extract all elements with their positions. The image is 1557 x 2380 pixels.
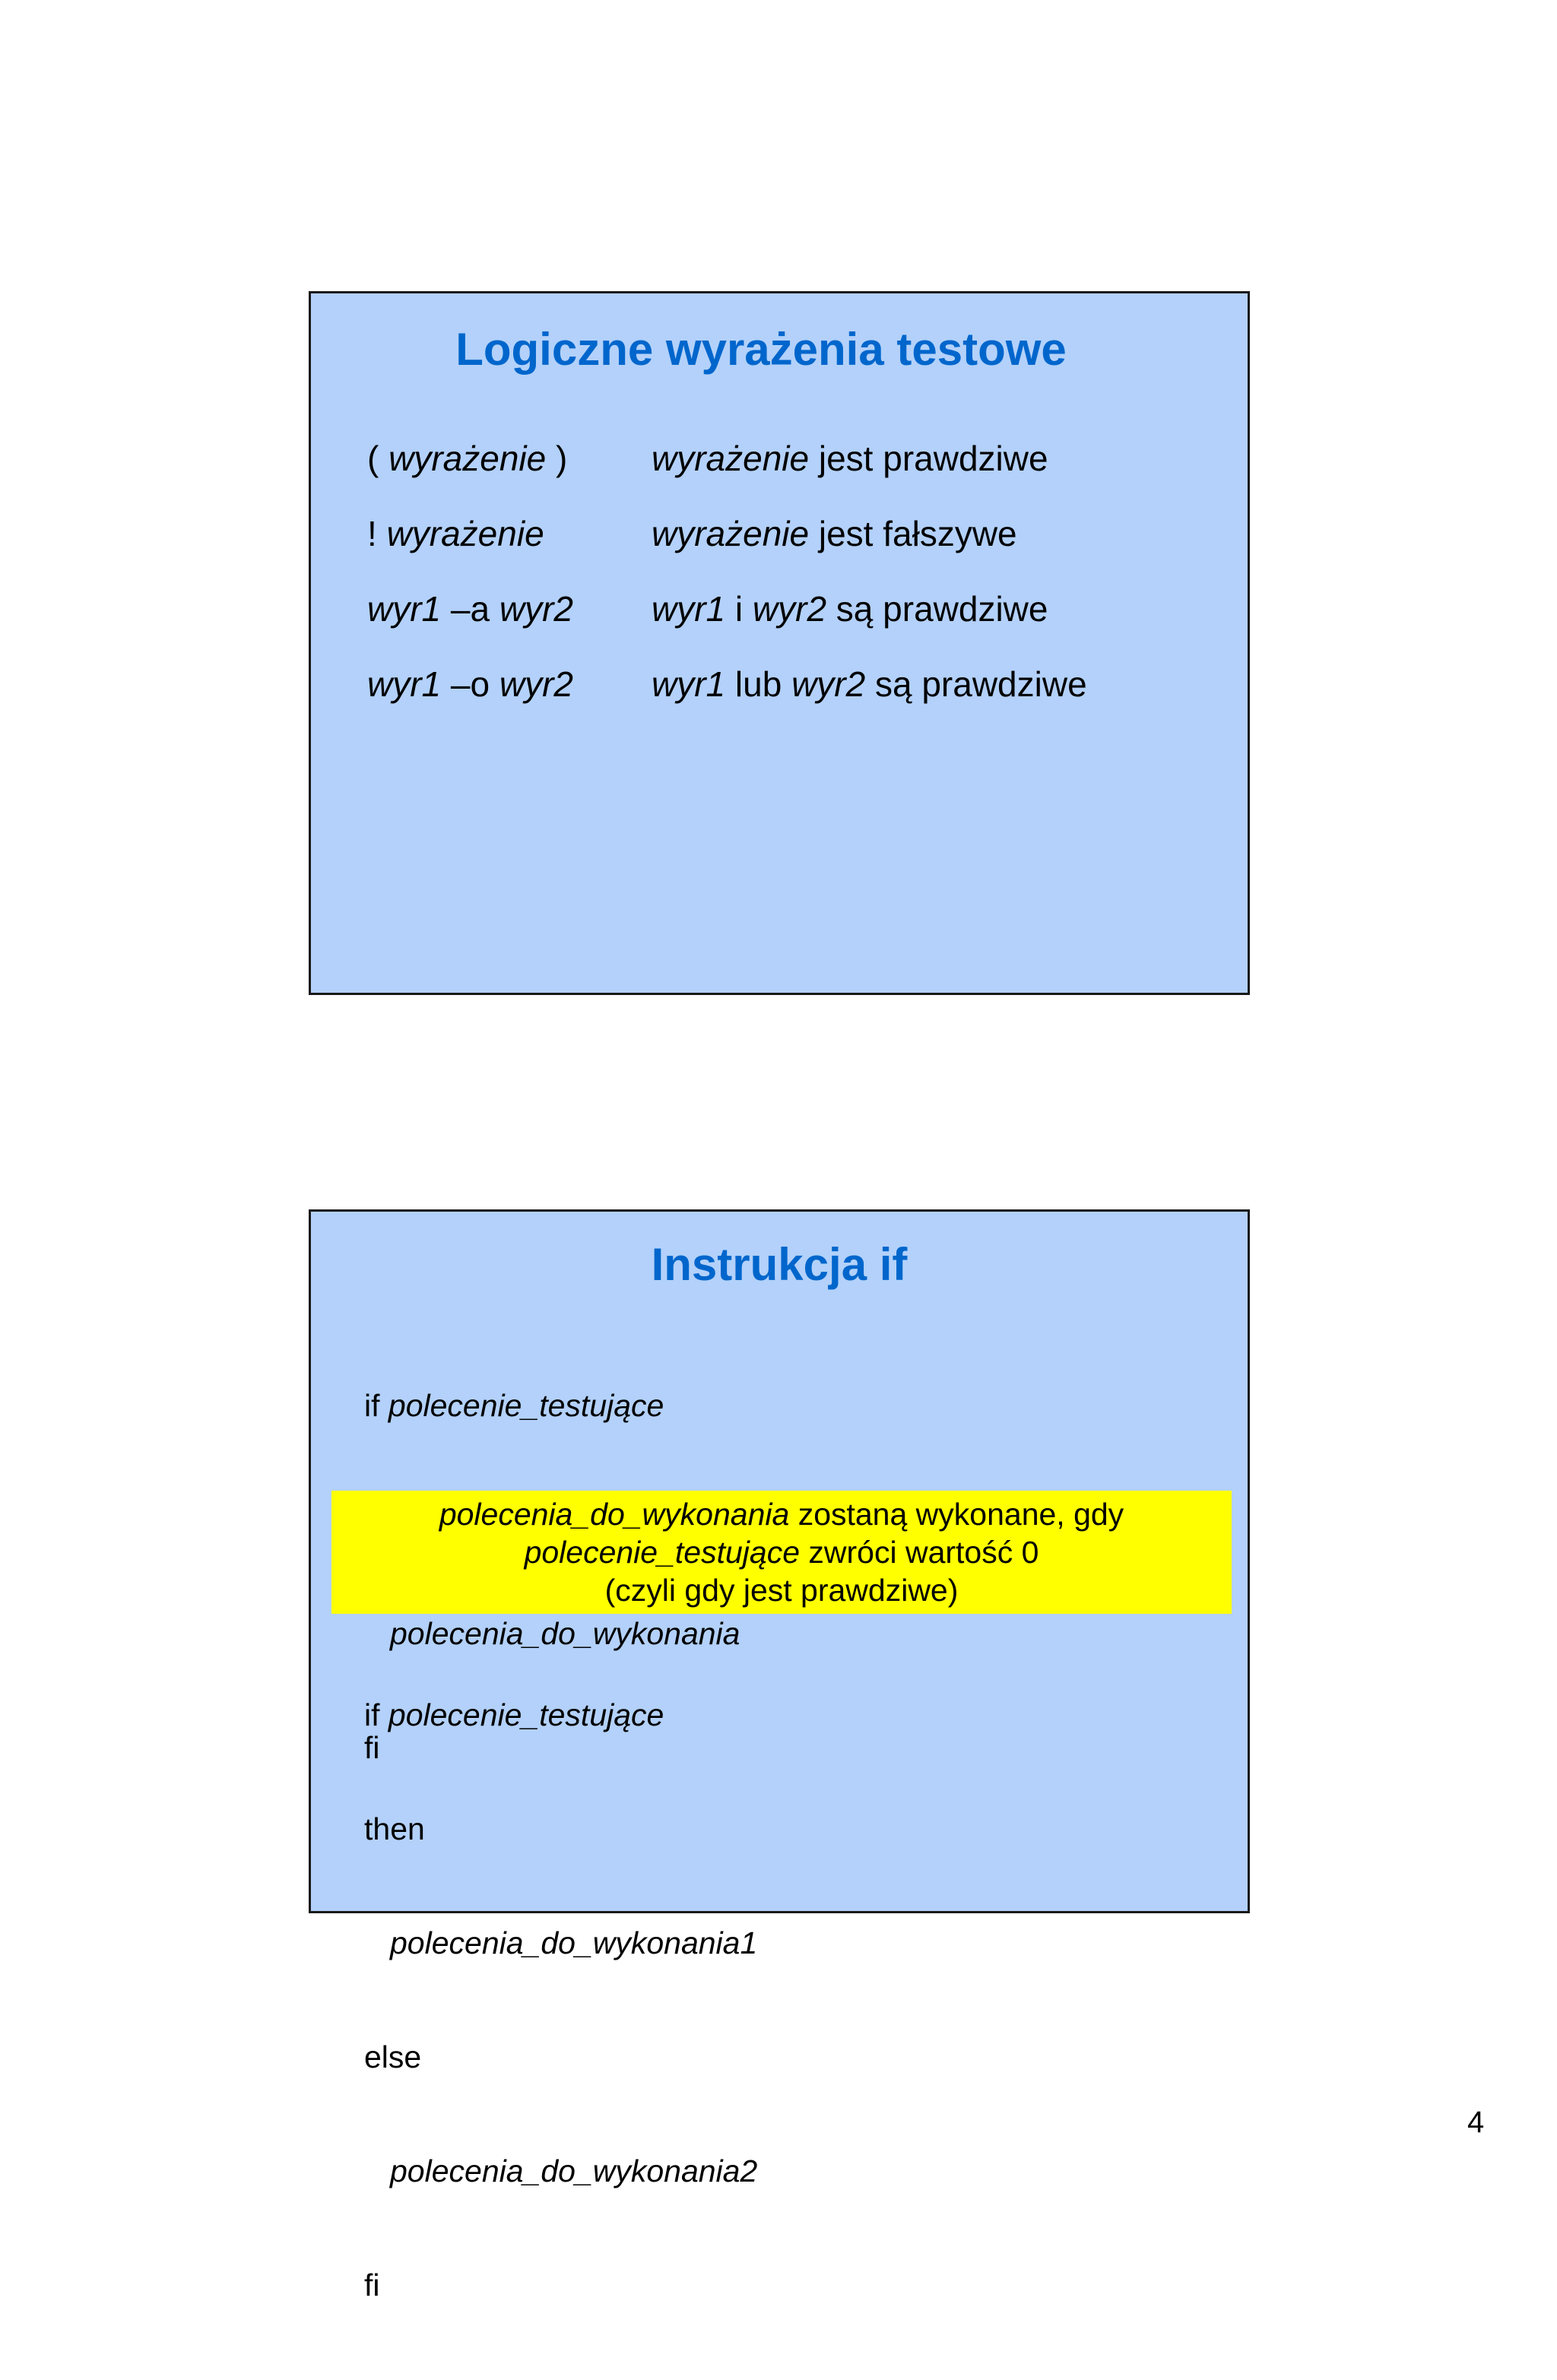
slide-if-instruction [309, 1209, 1250, 2302]
description [652, 436, 1048, 481]
expression-text: ) [546, 439, 568, 478]
description [652, 511, 1017, 556]
expression [367, 586, 573, 632]
expression-term: wyr1 [652, 589, 726, 629]
expression-text: jest prawdziwe [809, 439, 1048, 478]
keyword-fi: fi [364, 1730, 380, 1765]
keyword-then: then [364, 1811, 425, 1846]
expression-term: wyr2 [752, 589, 827, 629]
expression-term: wyr1 [652, 664, 726, 704]
expression-text: są prawdziwe [865, 664, 1087, 704]
expression-row [311, 511, 1248, 556]
expression-text: ! [367, 514, 387, 553]
expression-term: wyr2 [791, 664, 866, 704]
highlight-note [331, 1491, 1232, 1614]
expression [367, 661, 573, 707]
note-term: polecenie_testujące [524, 1535, 800, 1570]
expression-term: wyr1 [367, 664, 442, 704]
expression [367, 436, 567, 481]
expression-text: są prawdziwe [826, 589, 1048, 629]
expression-term: wyrażenie [388, 439, 547, 478]
expression-text: ( [367, 439, 389, 478]
page-number: 4 [1467, 2106, 1485, 2139]
expression-text: –o [441, 664, 499, 704]
keyword-if: if [364, 1697, 380, 1732]
slide-logical-expressions [309, 291, 1250, 995]
expression-text: jest fałszywe [809, 514, 1017, 553]
note-text: zostaną wykonane, gdy [789, 1497, 1124, 1532]
code-line [364, 1386, 740, 1425]
test-command: polecenie_testujące [388, 1388, 664, 1423]
expression-row [311, 586, 1248, 632]
note-line: (czyli gdy jest prawdziwe) [604, 1573, 959, 1608]
expression-text: –a [441, 589, 499, 629]
expression-term: wyrażenie [386, 514, 544, 553]
keyword-else: else [364, 2039, 422, 2074]
description [652, 661, 1087, 707]
commands-to-execute-1: polecenia_do_wykonania1 [390, 1925, 758, 1960]
slide-title: Instrukcja if [651, 1239, 908, 1290]
code-line [364, 1696, 757, 1734]
expression-term: wyrażenie [652, 514, 810, 553]
note-term: polecenia_do_wykonania [439, 1497, 790, 1532]
keyword-fi: fi [364, 2267, 380, 2302]
test-command: polecenie_testujące [388, 1697, 664, 1732]
note-line [331, 1533, 1232, 1571]
commands-to-execute-2: polecenia_do_wykonania2 [390, 2153, 758, 2188]
expression-term: wyr1 [367, 589, 442, 629]
description [652, 586, 1048, 632]
expression-row [311, 661, 1248, 707]
expression-term: wyrażenie [652, 439, 810, 478]
slide-title: Logiczne wyrażenia testowe [455, 324, 1067, 375]
expression-term: wyr2 [499, 664, 573, 704]
expression-text: lub [725, 664, 792, 704]
if-then-else-code-block [364, 1620, 757, 2380]
commands-to-execute: polecenia_do_wykonania [390, 1616, 740, 1651]
expression [367, 511, 544, 556]
expression-row [311, 436, 1248, 481]
note-line [331, 1495, 1232, 1533]
expression-text: i [725, 589, 753, 629]
note-text: zwróci wartość 0 [800, 1535, 1039, 1570]
keyword-if: if [364, 1388, 380, 1423]
expression-term: wyr2 [499, 589, 573, 629]
